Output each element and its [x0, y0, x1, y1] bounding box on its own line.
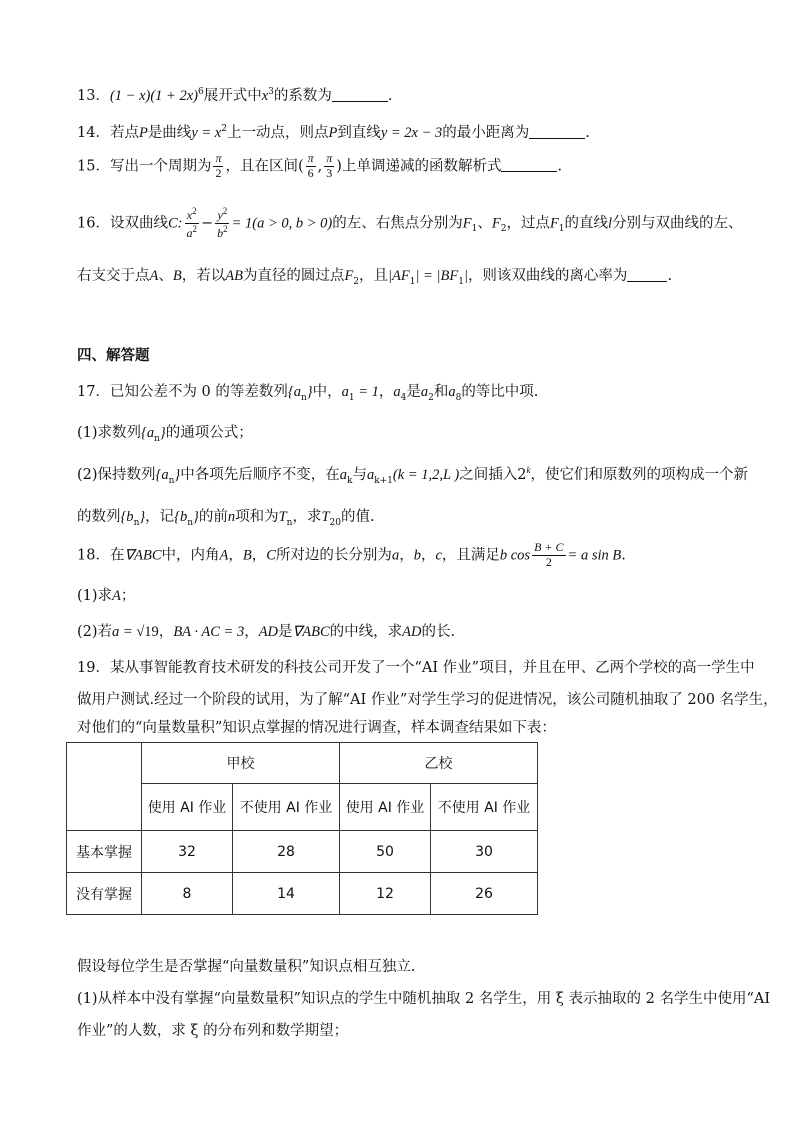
question-16-line2: 右支交于点A、B，若以AB为直径的圆过点$F_2$，且$|AF_1| = |BF_1|$，则该双曲线的离心率为 . [77, 268, 673, 287]
table-row: 基本掌握 32 28 50 30 [67, 831, 538, 873]
header-school-b: 乙校 [340, 743, 538, 784]
answer-blank [501, 157, 557, 173]
header-no-ai: 不使用 AI 作业 [431, 784, 538, 831]
question-19: 19．某从事智能教育技术研发的科技公司开发了一个“AI 作业”项目，并且在甲、乙两个学校的高一学生中 [77, 660, 755, 676]
question-19-part1-cont: 作业”的人数，求 ξ 的分布列和数学期望； [77, 1023, 349, 1039]
answer-blank [332, 87, 388, 103]
table-row: 没有掌握 8 14 12 26 [67, 873, 538, 915]
question-18-part1: (1)求A； [77, 588, 136, 604]
question-19-line3: 对他们的“向量数量积”知识点掌握的情况进行调查，样本调查结果如下表： [77, 720, 556, 736]
question-19-part1: (1)从样本中没有掌握“向量数量积”知识点的学生中随机抽取 2 名学生，用 ξ 表示抽取的 2 名学生中使用“AI [77, 991, 771, 1007]
question-16: 16．设双曲线C: $\frac{x^2}{a^2}$ − $\frac{y^2}{b^2}$ = 1(a > 0, b > 0)的左、右焦点分别为$F_1$、$F_2$，过点$F_1$的直线l分别与双曲线的左、 [77, 206, 743, 240]
answer-blank [529, 124, 585, 140]
question-18-part2: (2)若a = √19，BA · AC = 3，AD是∇ABC的中线，求AD的长. [77, 624, 456, 640]
fraction: $\frac{\pi}{2}$ [215, 151, 222, 180]
question-19-assumption: 假设每位学生是否掌握“向量数量积”知识点相互独立. [77, 959, 416, 975]
header-use-ai: 使用 AI 作业 [142, 784, 233, 831]
survey-table [66, 742, 538, 915]
question-17-part2: (2)保持数列$\{a_n\}$中各项先后顺序不变，在$a_k$与$a_{k+1}(k = 1,2,L$ )之间插入2$^k$，使它们和原数列的项构成一个新 [77, 465, 748, 486]
header-use-ai: 使用 AI 作业 [340, 784, 431, 831]
question-17: 17．已知公差不为 0 的等差数列$\{a_n\}$中，$a_1 = 1$，$a_4$是$a_2$和$a_8$的等比中项. [77, 384, 539, 403]
header-no-ai: 不使用 AI 作业 [233, 784, 340, 831]
section-heading: 四、解答题 [77, 348, 150, 364]
question-17-part1: (1)求数列$\{a_n\}$的通项公式； [77, 425, 253, 444]
header-school-a: 甲校 [142, 743, 340, 784]
question-15: 15．写出一个周期为 $\frac{\pi}{2}$ ，且在区间( $\frac{\pi}{6}$ , $\frac{\pi}{3}$ )上单调递减的函数解析式 . [77, 151, 563, 180]
question-17-part2-cont: 的数列$\{b_n\}$，记$\{b_n\}$的前n项和为$T_n$，求$T_{20}$的值. [77, 509, 375, 528]
question-13: 13．$(1 - x)(1 + 2x)^6$展开式中$x^3$的系数为 . [77, 87, 393, 104]
answer-blank [627, 267, 667, 283]
question-14: 14．若点P是曲线$y = x^2$上一动点，则点P到直线y = 2x − 3的最小距离为 . [77, 124, 590, 141]
question-18: 18．在∇ABC中，内角A，B，C所对边的长分别为a，b，c，且满足b cos $\frac{B + C}{2}$ = a sin B. [77, 540, 626, 569]
question-19-line2: 做用户测试.经过一个阶段的试用，为了解“AI 作业”对学生学习的促进情况，该公司随机抽取了 200 名学生， [77, 692, 778, 708]
table-corner [67, 743, 142, 831]
question-number: 13． [77, 88, 110, 104]
